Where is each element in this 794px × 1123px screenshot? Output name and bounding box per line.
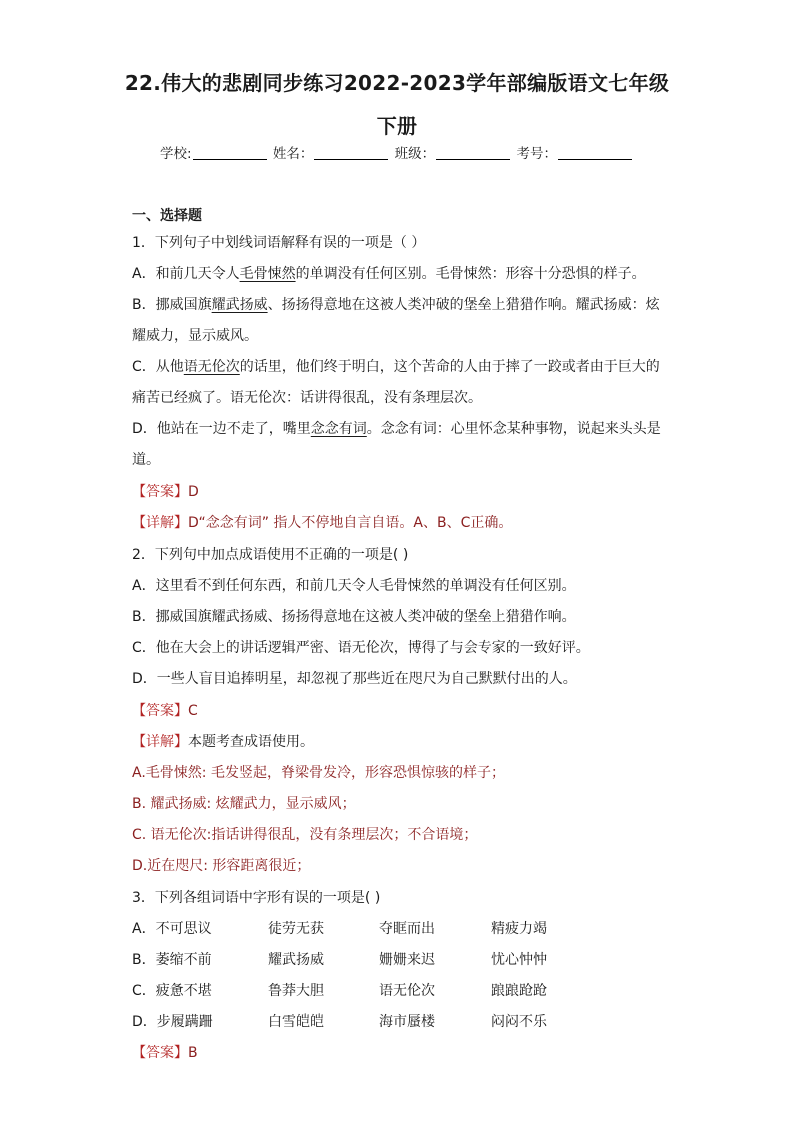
- q2-stem: 2．下列句中加点成语使用不正确的一项是( ): [132, 547, 409, 563]
- q3-word: A．不可思议: [132, 921, 212, 937]
- q3-word: 闷闷不乐: [491, 1014, 547, 1030]
- q1-option-b-cont: 耀威力，显示威风。: [132, 328, 258, 344]
- q3-word: 精疲力竭: [491, 921, 547, 937]
- section-heading: 一、选择题: [132, 208, 202, 224]
- q2-answer: 【答案】C: [132, 703, 198, 719]
- q3-word: 海市蜃楼: [379, 1014, 435, 1030]
- exam-no-label: 考号：: [516, 146, 557, 162]
- q2-explanation-d: D.近在咫尺: 形容距离很近；: [132, 858, 311, 874]
- q2-explanation-a: A.毛骨悚然: 毛发竖起，脊梁骨发冷，形容恐惧惊骇的样子；: [132, 765, 505, 781]
- q3-word: 白雪皑皑: [268, 1014, 324, 1030]
- class-blank[interactable]: [436, 146, 510, 160]
- q3-word: B．萎缩不前: [132, 952, 212, 968]
- q1-detail: 【详解】D“念念有词” 指人不停地自言自语。A、B、C正确。: [132, 515, 513, 531]
- underlined-term: 毛骨悚然: [239, 266, 296, 282]
- q2-option-b: B．挪威国旗耀武扬威、扬扬得意地在这被人类冲破的堡垒上猎猎作响。: [132, 609, 576, 625]
- q3-word: 夺眶而出: [379, 921, 435, 937]
- exam-no-blank[interactable]: [558, 146, 632, 160]
- name-blank[interactable]: [314, 146, 388, 160]
- q3-word: 鲁莽大胆: [268, 983, 324, 999]
- q2-explanation-c: C. 语无伦次:指话讲得很乱，没有条理层次；不合语境；: [132, 827, 478, 843]
- school-blank[interactable]: [193, 146, 267, 160]
- school-label: 学校:: [160, 146, 192, 162]
- name-label: 姓名：: [272, 146, 314, 162]
- document-title-cont: 下册: [376, 114, 418, 138]
- q3-word: D．步履蹒跚: [132, 1014, 213, 1030]
- q3-word: 耀武扬威: [268, 952, 324, 968]
- underlined-term: 语无伦次: [183, 359, 240, 375]
- q2-option-a: A．这里看不到任何东西，和前几天令人毛骨悚然的单调没有任何区别。: [132, 578, 576, 594]
- student-info-row: [0, 142, 794, 162]
- q3-word: 徒劳无获: [268, 921, 324, 937]
- q2-detail: 【详解】本题考查成语使用。: [132, 734, 314, 750]
- q3-answer: 【答案】B: [132, 1045, 198, 1061]
- q1-option-a: A．和前几天令人毛骨悚然的单调没有任何区别。毛骨悚然：形容十分恐惧的样子。: [132, 266, 646, 282]
- q2-option-c: C．他在大会上的讲话逻辑严密、语无伦次，博得了与会专家的一致好评。: [132, 640, 590, 656]
- q2-explanation-b: B. 耀武扬威: 炫耀武力，显示威风；: [132, 796, 356, 812]
- q3-word: 踉踉跄跄: [491, 983, 547, 999]
- underlined-term: 念念有词: [310, 421, 367, 437]
- q1-stem: 1．下列句子中划线词语解释有误的一项是（ ）: [132, 235, 426, 251]
- q1-option-b: B．挪威国旗耀武扬威、扬扬得意地在这被人类冲破的堡垒上猎猎作响。耀武扬威：炫: [132, 297, 660, 313]
- document-title: 22.伟大的悲剧同步练习2022-2023学年部编版语文七年级: [124, 71, 670, 95]
- q3-word: 姗姗来迟: [379, 952, 435, 968]
- q3-word: C．疲惫不堪: [132, 983, 212, 999]
- underlined-term: 耀武扬威: [211, 297, 268, 313]
- q1-option-d: D．他站在一边不走了，嘴里念念有词。念念有词：心里怀念某种事物，说起来头头是: [132, 421, 661, 437]
- q1-option-d-cont: 道。: [132, 452, 160, 468]
- q1-answer: 【答案】D: [132, 484, 199, 500]
- q3-word: 忧心忡忡: [491, 952, 547, 968]
- q2-option-d: D．一些人盲目追捧明星，却忽视了那些近在咫尺为自己默默付出的人。: [132, 671, 577, 687]
- q3-stem: 3．下列各组词语中字形有误的一项是( ): [132, 890, 381, 906]
- q1-option-c-cont: 痛苦已经疯了。语无伦次：话讲得很乱，没有条理层次。: [132, 390, 482, 406]
- q3-word: 语无伦次: [379, 983, 435, 999]
- q1-option-c: C．从他语无伦次的话里，他们终于明白，这个苦命的人由于摔了一跤或者由于巨大的: [132, 359, 660, 375]
- class-label: 班级：: [394, 146, 436, 162]
